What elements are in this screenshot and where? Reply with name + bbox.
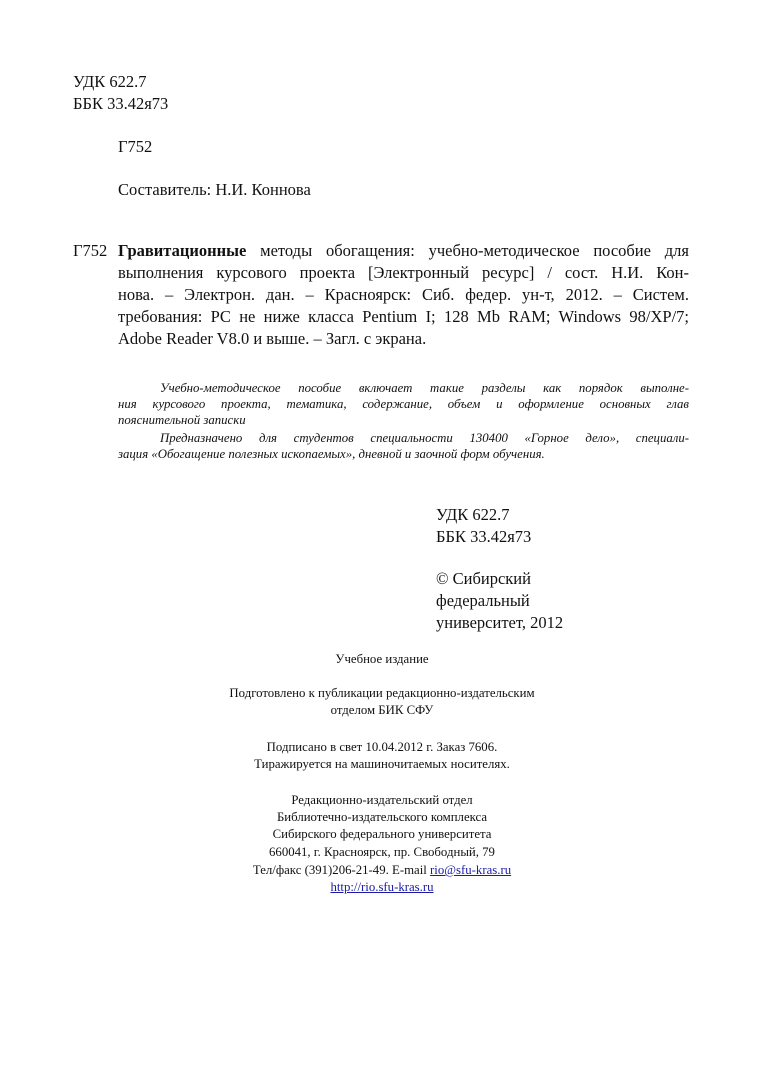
bib-line-1-rest: методы обогащения: учебно-методическое пособие для [246, 241, 689, 260]
bib-line-4: требования: PC не ниже класса Pentium I; 128 Mb RAM; Windows 98/XP/7; [118, 307, 689, 326]
copyright-line-3: университет, 2012 [436, 613, 564, 632]
prepared-line-1: Подготовлено к публикации редакционно-издательским [229, 686, 535, 700]
udk-code: УДК 622.7 [73, 72, 147, 91]
bib-code: Г752 [73, 241, 108, 260]
bib-line-1 [118, 240, 689, 262]
phone-text: Тел/факс (391)206-21-49. E-mail [252, 863, 431, 877]
address-line-2: Библиотечно-издательского комплекса [276, 810, 488, 824]
replicated-line: Тиражируется на машиночитаемых носителях. [254, 757, 510, 771]
prepared-line-2: отделом БИК СФУ [330, 703, 434, 717]
signed-line: Подписано в свет 10.04.2012 г. Заказ 7606. [266, 740, 498, 754]
annotation-p2-line1: Предназначено для студентов специальности 130400 «Горное дело», специали- [160, 431, 689, 445]
url-line [0, 879, 764, 895]
compiler-line: Составитель: Н.И. Коннова [118, 180, 311, 199]
right-udk: УДК 622.7 [436, 505, 510, 524]
copyright-line-1: © Сибирский [436, 569, 531, 588]
edition-type: Учебное издание [335, 652, 429, 666]
annotation-p1-line1: Учебно-методическое пособие включает такие разделы как порядок выполне- [160, 381, 689, 395]
website-link[interactable]: http://rio.sfu-kras.ru [330, 880, 434, 894]
email-link[interactable]: rio@sfu-kras.ru [430, 863, 512, 877]
bib-line-3: нова. – Электрон. дан. – Красноярск: Сиб. федер. ун-т, 2012. – Систем. [118, 285, 689, 304]
bib-title-bold: Гравитационные [118, 241, 247, 260]
annotation-p2-line2: зация «Обогащение полезных ископаемых», дневной и заочной форм обучения. [118, 447, 545, 461]
bib-line-2: выполнения курсового проекта [Электронный ресурс] / сост. Н.И. Кон- [118, 263, 689, 282]
address-line-4: 660041, г. Красноярск, пр. Свободный, 79 [269, 845, 495, 859]
address-line-1: Редакционно-издательский отдел [291, 793, 473, 807]
right-bbk: ББК 33.42я73 [436, 527, 532, 546]
annotation-p1-line3: пояснительной записки [118, 413, 246, 427]
author-mark: Г752 [118, 137, 153, 156]
annotation-p1-line2: ния курсового проекта, тематика, содержание, объем и оформление основных глав [118, 397, 689, 411]
bbk-code: ББК 33.42я73 [73, 94, 169, 113]
contact-line [0, 862, 764, 878]
copyright-line-2: федеральный [436, 591, 530, 610]
bib-line-5: Adobe Reader V8.0 и выше. – Загл. с экрана. [118, 329, 427, 348]
address-line-3: Сибирского федерального университета [272, 827, 492, 841]
